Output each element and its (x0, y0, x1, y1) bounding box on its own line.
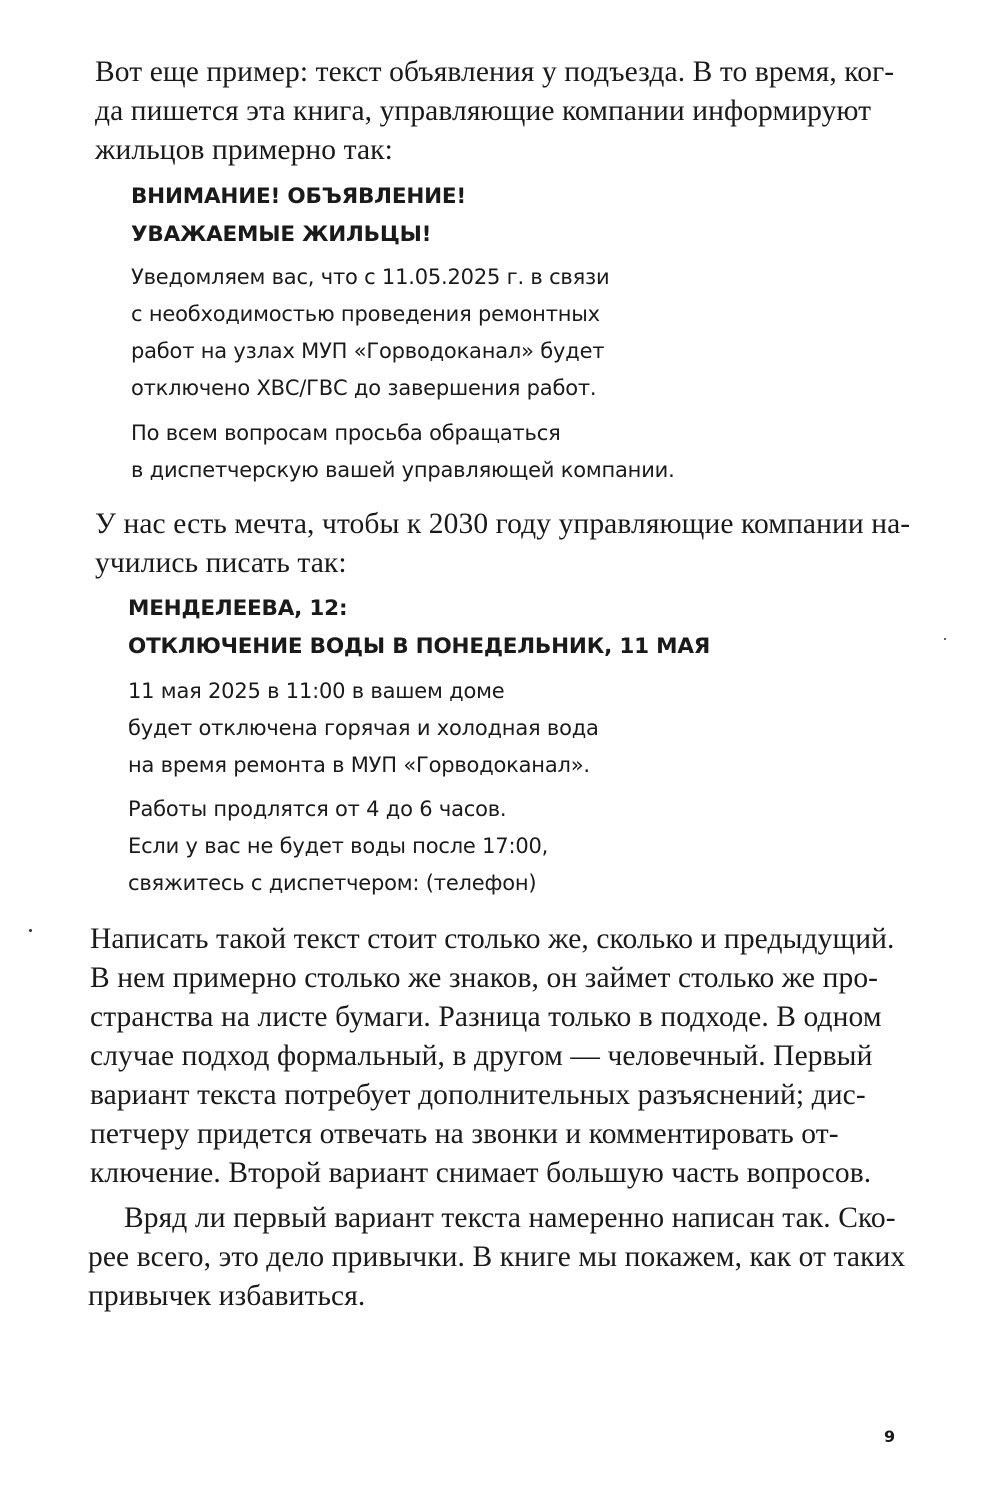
notice-old-line: работ на узлах МУП «Горводоканал» будет (131, 339, 605, 363)
comparison-line: В нем примерно столько же знаков, он займет столько же про- (90, 962, 879, 994)
notice-new-line: свяжитесь с диспетчером: (телефон) (128, 871, 537, 895)
intro-line: жильцов примерно так: (95, 134, 393, 166)
comparison-line: ключение. Второй вариант снимает большую часть вопросов. (90, 1157, 872, 1189)
notice-old-heading: УВАЖАЕМЫЕ ЖИЛЬЦЫ! (131, 222, 432, 247)
notice-new-line: Если у вас не будет воды после 17:00, (128, 834, 549, 858)
dream-line: У нас есть мечта, чтобы к 2030 году управляющие компании на- (95, 508, 911, 540)
conclusion-line: Вряд ли первый вариант текста намеренно написан так. Ско- (124, 1202, 896, 1234)
comparison-line: Написать такой текст стоит столько же, сколько и предыдущий. (90, 923, 895, 955)
notice-new-line: будет отключена горячая и холодная вода (128, 716, 599, 740)
notice-old-line: отключено ХВС/ГВС до завершения работ. (131, 376, 597, 400)
notice-new-line: на время ремонта в МУП «Горводоканал». (128, 753, 590, 777)
dream-line: учились писать так: (95, 547, 347, 579)
comparison-line: петчеру придется отвечать на звонки и комментировать от- (90, 1118, 839, 1150)
scan-speck (29, 929, 32, 932)
conclusion-line: привычек избавиться. (88, 1280, 366, 1312)
notice-old-line: в диспетчерскую вашей управляющей компании. (131, 458, 675, 482)
comparison-line: странства на листе бумаги. Разница только в подходе. В одном (90, 1001, 882, 1033)
conclusion-line: рее всего, это дело привычки. В книге мы покажем, как от таких (88, 1241, 906, 1273)
intro-line: да пишется эта книга, управляющие компании информируют (95, 95, 872, 127)
notice-new-line: 11 мая 2025 в 11:00 в вашем доме (128, 679, 505, 703)
notice-old-line: с необходимостью проведения ремонтных (131, 302, 600, 326)
comparison-line: вариант текста потребует дополнительных разъяснений; дис- (90, 1079, 866, 1111)
notice-new-line: Работы продлятся от 4 до 6 часов. (128, 797, 507, 821)
notice-old-line: По всем вопросам просьба обращаться (131, 421, 561, 445)
intro-line: Вот еще пример: текст объявления у подъезда. В то время, ког- (95, 56, 895, 88)
notice-old-heading: ВНИМАНИЕ! ОБЪЯВЛЕНИЕ! (131, 184, 467, 209)
page-number: 9 (884, 1427, 896, 1446)
scan-speck (944, 638, 946, 640)
comparison-line: случае подход формальный, в другом — человечный. Первый (90, 1040, 873, 1072)
notice-new-heading: ОТКЛЮЧЕНИЕ ВОДЫ В ПОНЕДЕЛЬНИК, 11 МАЯ (128, 634, 711, 659)
notice-new-heading: МЕНДЕЛЕЕВА, 12: (128, 596, 348, 621)
notice-old-line: Уведомляем вас, что с 11.05.2025 г. в связи (131, 265, 610, 289)
